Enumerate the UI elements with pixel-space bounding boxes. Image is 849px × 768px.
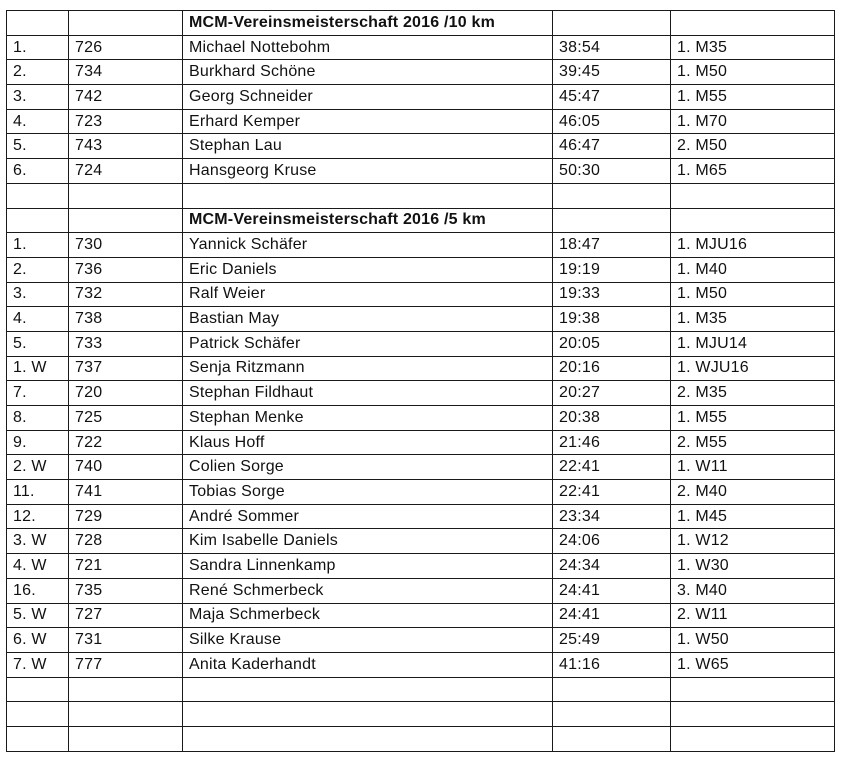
name-cell: René Schmerbeck [183, 578, 553, 603]
time-cell: 46:05 [553, 109, 671, 134]
name-cell: Yannick Schäfer [183, 233, 553, 258]
rank-cell: 16. [7, 578, 69, 603]
bib-number-cell: 725 [69, 406, 183, 431]
rank-cell: 6. [7, 159, 69, 184]
time-cell: 22:41 [553, 480, 671, 505]
empty-cell [671, 11, 835, 36]
spacer-row [7, 183, 835, 208]
result-row [7, 480, 835, 505]
time-cell: 24:34 [553, 554, 671, 579]
empty-cell [69, 726, 183, 751]
name-cell: Erhard Kemper [183, 109, 553, 134]
empty-cell [671, 183, 835, 208]
result-row [7, 554, 835, 579]
rank-cell: 5. W [7, 603, 69, 628]
rank-cell: 7. [7, 381, 69, 406]
empty-cell [7, 726, 69, 751]
empty-row [7, 677, 835, 702]
bib-number-cell: 720 [69, 381, 183, 406]
class-cell: 1. W50 [671, 628, 835, 653]
class-cell: 1. M40 [671, 257, 835, 282]
time-cell: 38:54 [553, 35, 671, 60]
empty-cell [7, 208, 69, 233]
class-cell: 1. WJU16 [671, 356, 835, 381]
name-cell: Kim Isabelle Daniels [183, 529, 553, 554]
empty-cell [69, 677, 183, 702]
class-cell: 1. W65 [671, 652, 835, 677]
class-cell: 1. M70 [671, 109, 835, 134]
class-cell: 2. W11 [671, 603, 835, 628]
name-cell: Anita Kaderhandt [183, 652, 553, 677]
empty-cell [671, 726, 835, 751]
class-cell: 1. W30 [671, 554, 835, 579]
time-cell: 41:16 [553, 652, 671, 677]
rank-cell: 5. [7, 134, 69, 159]
name-cell: Bastian May [183, 307, 553, 332]
time-cell: 19:19 [553, 257, 671, 282]
class-cell: 1. W11 [671, 455, 835, 480]
time-cell: 23:34 [553, 504, 671, 529]
class-cell: 2. M40 [671, 480, 835, 505]
bib-number-cell: 730 [69, 233, 183, 258]
empty-cell [183, 183, 553, 208]
rank-cell: 8. [7, 406, 69, 431]
rank-cell: 4. [7, 109, 69, 134]
name-cell: Maja Schmerbeck [183, 603, 553, 628]
bib-number-cell: 731 [69, 628, 183, 653]
bib-number-cell: 737 [69, 356, 183, 381]
name-cell: Silke Krause [183, 628, 553, 653]
empty-cell [69, 11, 183, 36]
bib-number-cell: 722 [69, 430, 183, 455]
empty-cell [553, 208, 671, 233]
empty-row [7, 702, 835, 727]
result-row [7, 331, 835, 356]
section-title: MCM-Vereinsmeisterschaft 2016 /10 km [183, 11, 553, 36]
empty-cell [183, 702, 553, 727]
bib-number-cell: 741 [69, 480, 183, 505]
bib-number-cell: 734 [69, 60, 183, 85]
section-title: MCM-Vereinsmeisterschaft 2016 /5 km [183, 208, 553, 233]
time-cell: 20:38 [553, 406, 671, 431]
class-cell: 1. M45 [671, 504, 835, 529]
result-row [7, 529, 835, 554]
result-row [7, 356, 835, 381]
class-cell: 3. M40 [671, 578, 835, 603]
time-cell: 18:47 [553, 233, 671, 258]
bib-number-cell: 735 [69, 578, 183, 603]
time-cell: 22:41 [553, 455, 671, 480]
bib-number-cell: 736 [69, 257, 183, 282]
rank-cell: 2. W [7, 455, 69, 480]
section-title-row [7, 11, 835, 36]
bib-number-cell: 742 [69, 85, 183, 110]
name-cell: Eric Daniels [183, 257, 553, 282]
time-cell: 25:49 [553, 628, 671, 653]
time-cell: 20:05 [553, 331, 671, 356]
result-row [7, 504, 835, 529]
result-row [7, 109, 835, 134]
name-cell: Michael Nottebohm [183, 35, 553, 60]
rank-cell: 6. W [7, 628, 69, 653]
empty-row [7, 726, 835, 751]
class-cell: 2. M50 [671, 134, 835, 159]
empty-cell [671, 702, 835, 727]
rank-cell: 9. [7, 430, 69, 455]
name-cell: Georg Schneider [183, 85, 553, 110]
time-cell: 19:38 [553, 307, 671, 332]
class-cell: 2. M55 [671, 430, 835, 455]
class-cell: 1. M55 [671, 85, 835, 110]
class-cell: 1. W12 [671, 529, 835, 554]
rank-cell: 4. [7, 307, 69, 332]
time-cell: 24:06 [553, 529, 671, 554]
result-row [7, 381, 835, 406]
empty-cell [553, 702, 671, 727]
result-row [7, 578, 835, 603]
result-row [7, 233, 835, 258]
result-row [7, 603, 835, 628]
rank-cell: 1. W [7, 356, 69, 381]
empty-cell [671, 677, 835, 702]
name-cell: Klaus Hoff [183, 430, 553, 455]
empty-cell [7, 702, 69, 727]
result-row [7, 159, 835, 184]
name-cell: Stephan Menke [183, 406, 553, 431]
result-row [7, 60, 835, 85]
empty-cell [69, 183, 183, 208]
bib-number-cell: 732 [69, 282, 183, 307]
name-cell: Tobias Sorge [183, 480, 553, 505]
result-row [7, 134, 835, 159]
rank-cell: 3. [7, 282, 69, 307]
name-cell: Sandra Linnenkamp [183, 554, 553, 579]
bib-number-cell: 726 [69, 35, 183, 60]
rank-cell: 7. W [7, 652, 69, 677]
empty-cell [553, 11, 671, 36]
name-cell: Ralf Weier [183, 282, 553, 307]
name-cell: Patrick Schäfer [183, 331, 553, 356]
rank-cell: 2. [7, 60, 69, 85]
empty-cell [553, 677, 671, 702]
result-row [7, 307, 835, 332]
bib-number-cell: 723 [69, 109, 183, 134]
results-sheet [6, 10, 835, 752]
time-cell: 46:47 [553, 134, 671, 159]
result-row [7, 430, 835, 455]
bib-number-cell: 724 [69, 159, 183, 184]
bib-number-cell: 743 [69, 134, 183, 159]
class-cell: 1. M35 [671, 35, 835, 60]
empty-cell [7, 677, 69, 702]
class-cell: 1. M50 [671, 60, 835, 85]
bib-number-cell: 733 [69, 331, 183, 356]
time-cell: 39:45 [553, 60, 671, 85]
name-cell: Colien Sorge [183, 455, 553, 480]
result-row [7, 455, 835, 480]
name-cell: Stephan Lau [183, 134, 553, 159]
empty-cell [69, 702, 183, 727]
bib-number-cell: 728 [69, 529, 183, 554]
rank-cell: 3. [7, 85, 69, 110]
empty-cell [69, 208, 183, 233]
result-row [7, 406, 835, 431]
rank-cell: 4. W [7, 554, 69, 579]
class-cell: 1. MJU14 [671, 331, 835, 356]
result-row [7, 257, 835, 282]
result-row [7, 282, 835, 307]
bib-number-cell: 729 [69, 504, 183, 529]
class-cell: 1. M55 [671, 406, 835, 431]
name-cell: André Sommer [183, 504, 553, 529]
class-cell: 1. M35 [671, 307, 835, 332]
time-cell: 50:30 [553, 159, 671, 184]
name-cell: Burkhard Schöne [183, 60, 553, 85]
bib-number-cell: 721 [69, 554, 183, 579]
empty-cell [671, 208, 835, 233]
empty-cell [7, 183, 69, 208]
name-cell: Senja Ritzmann [183, 356, 553, 381]
rank-cell: 1. [7, 233, 69, 258]
bib-number-cell: 777 [69, 652, 183, 677]
name-cell: Hansgeorg Kruse [183, 159, 553, 184]
rank-cell: 12. [7, 504, 69, 529]
class-cell: 1. MJU16 [671, 233, 835, 258]
empty-cell [7, 11, 69, 36]
time-cell: 19:33 [553, 282, 671, 307]
class-cell: 1. M65 [671, 159, 835, 184]
empty-cell [183, 726, 553, 751]
empty-cell [553, 726, 671, 751]
time-cell: 45:47 [553, 85, 671, 110]
class-cell: 2. M35 [671, 381, 835, 406]
rank-cell: 5. [7, 331, 69, 356]
bib-number-cell: 738 [69, 307, 183, 332]
result-row [7, 628, 835, 653]
rank-cell: 3. W [7, 529, 69, 554]
section-title-row [7, 208, 835, 233]
empty-cell [553, 183, 671, 208]
result-row [7, 85, 835, 110]
time-cell: 20:16 [553, 356, 671, 381]
result-row [7, 35, 835, 60]
name-cell: Stephan Fildhaut [183, 381, 553, 406]
results-table [6, 10, 835, 752]
time-cell: 21:46 [553, 430, 671, 455]
time-cell: 24:41 [553, 603, 671, 628]
bib-number-cell: 740 [69, 455, 183, 480]
result-row [7, 652, 835, 677]
rank-cell: 2. [7, 257, 69, 282]
rank-cell: 1. [7, 35, 69, 60]
time-cell: 24:41 [553, 578, 671, 603]
empty-cell [183, 677, 553, 702]
time-cell: 20:27 [553, 381, 671, 406]
rank-cell: 11. [7, 480, 69, 505]
bib-number-cell: 727 [69, 603, 183, 628]
class-cell: 1. M50 [671, 282, 835, 307]
